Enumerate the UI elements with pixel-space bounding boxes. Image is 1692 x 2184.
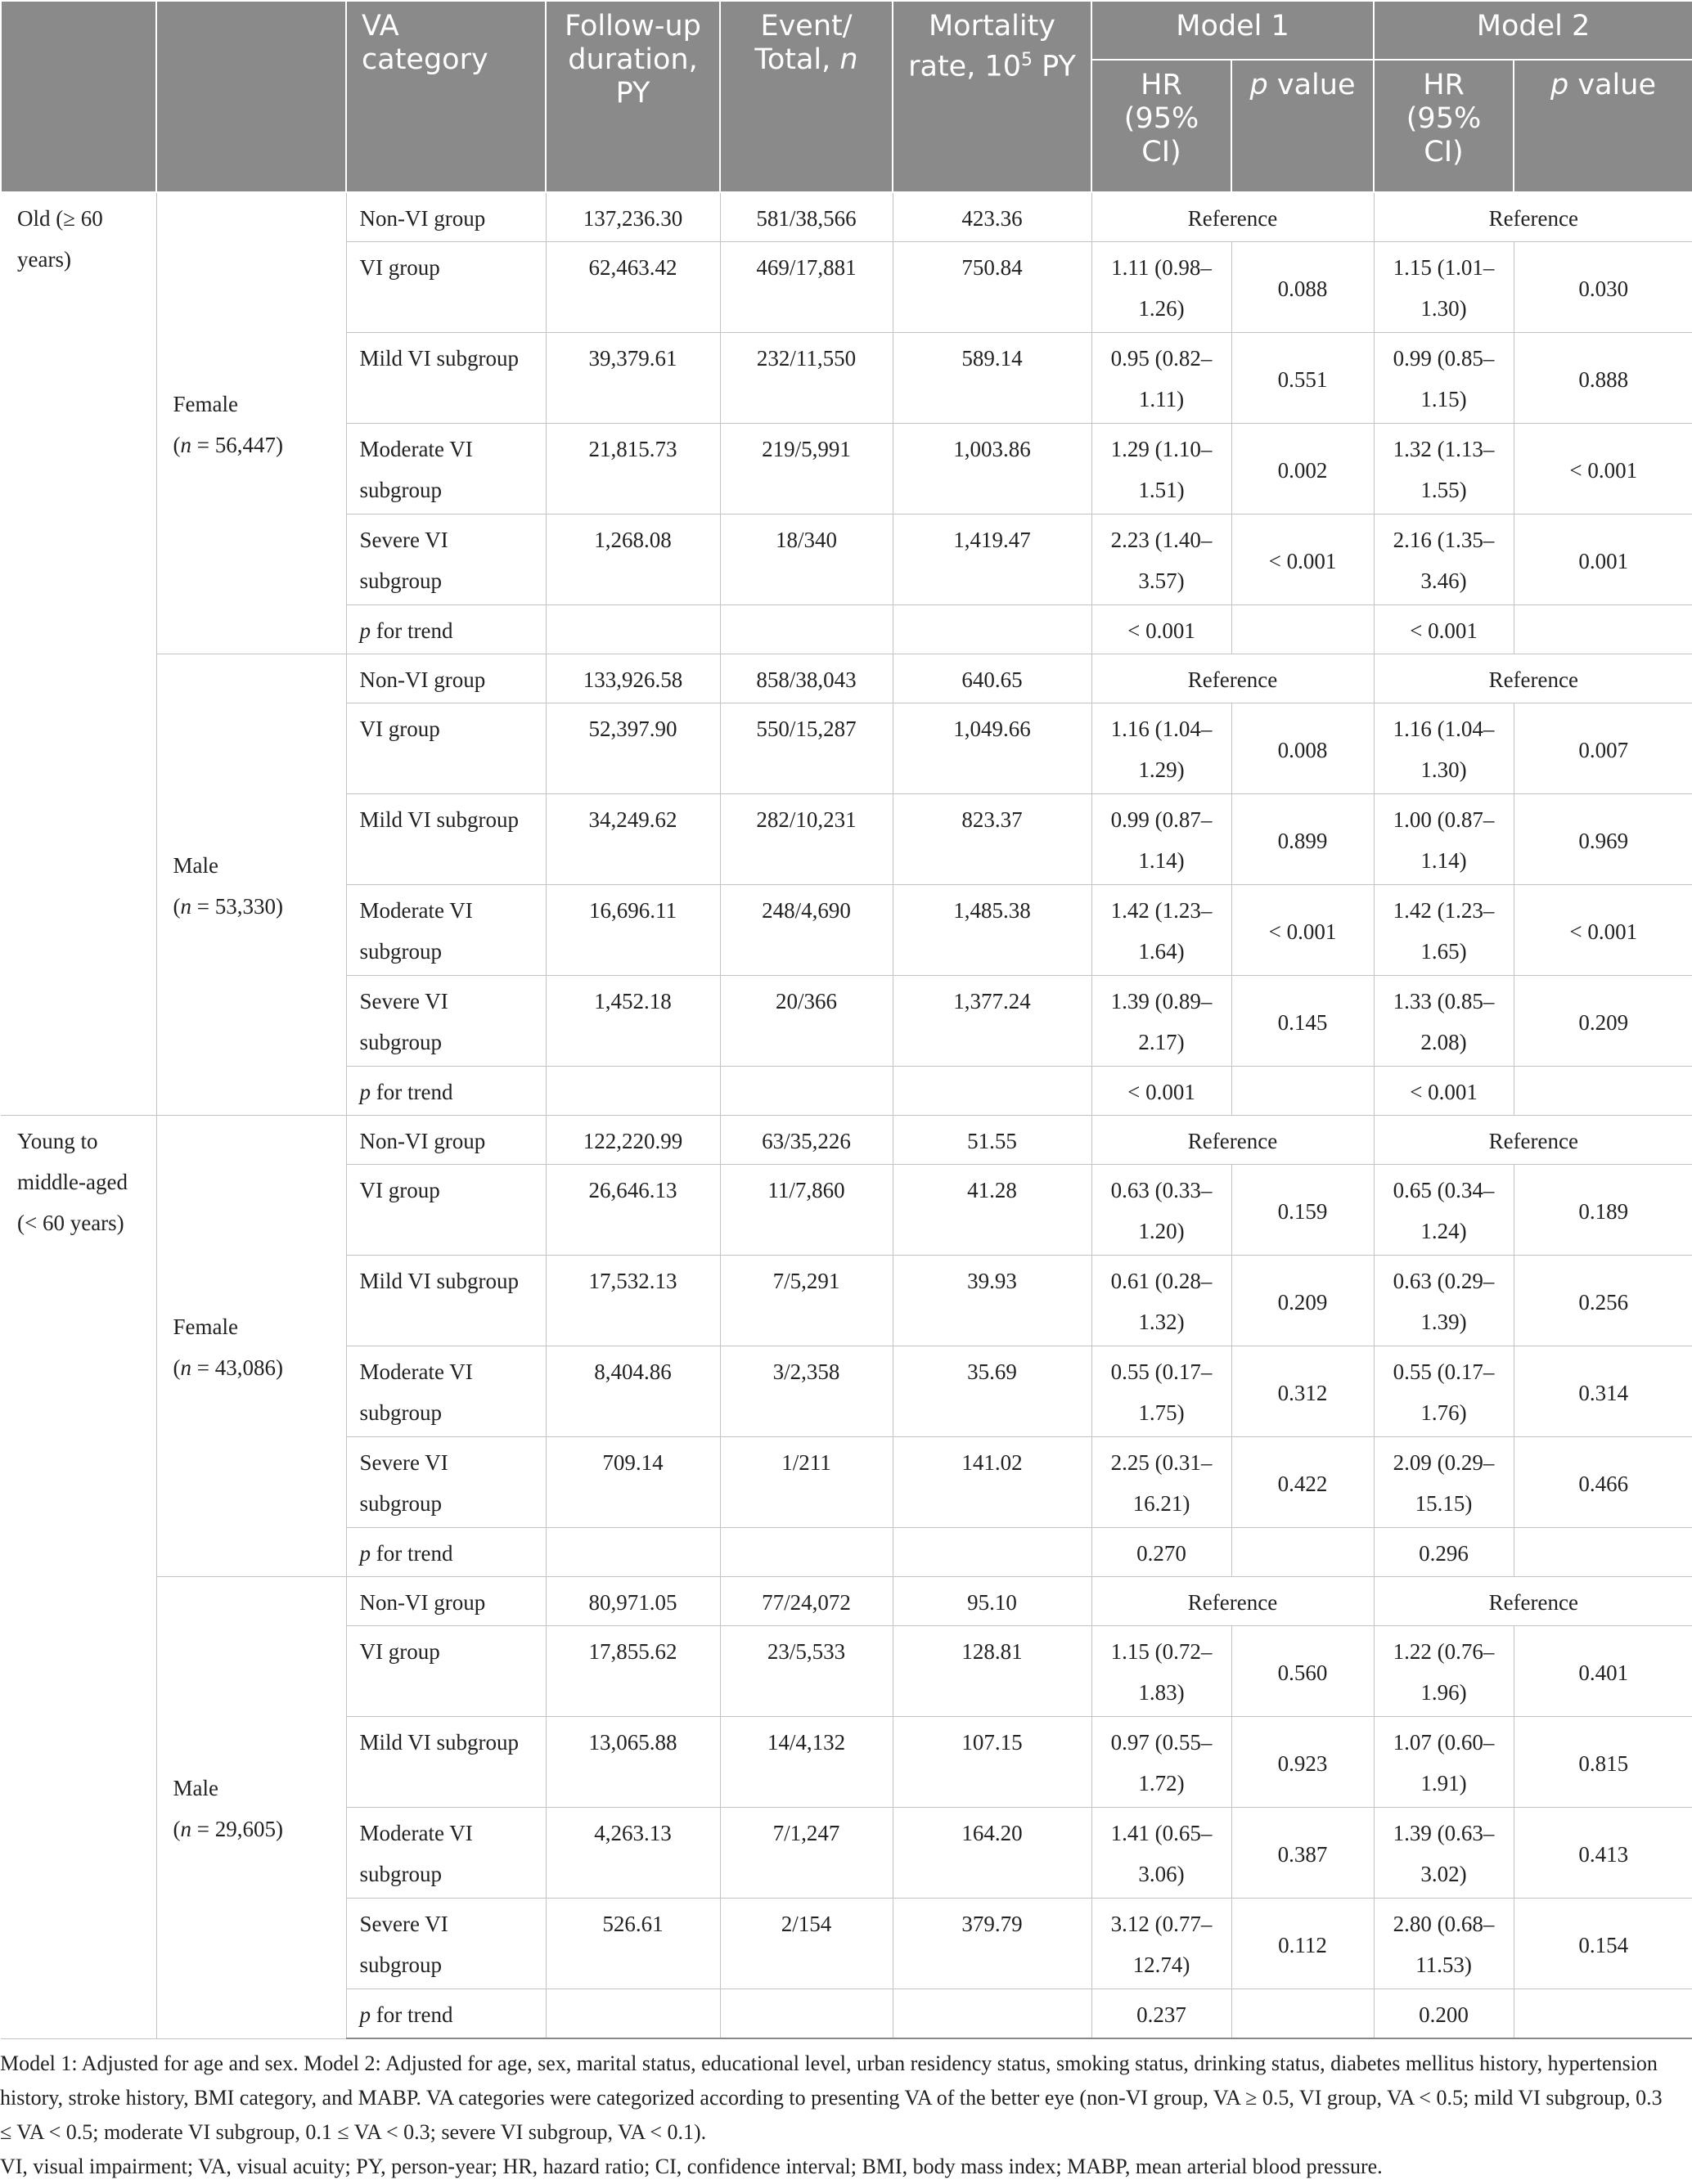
- hr-model-2-cell: 1.32 (1.13– 1.55): [1374, 424, 1514, 515]
- table-row: [1, 654, 1692, 703]
- table-row: [1, 192, 1692, 242]
- mortality-rate-cell: 51.55: [893, 1116, 1091, 1165]
- mortality-rate-cell: 750.84: [893, 242, 1091, 333]
- footnote-abbreviations: VI, visual impairment; VA, visual acuity; PY, person-year; HR, hazard ratio; CI, confidence interval; BMI, body mass index; MABP, mean arterial blood pressure.: [0, 2155, 1383, 2178]
- follow-up-cell: 17,532.13: [546, 1256, 720, 1346]
- event-total-cell: 7/5,291: [720, 1256, 893, 1346]
- sex-group-label: Female (n = 43,086): [156, 1116, 346, 1577]
- event-total-cell: 7/1,247: [720, 1808, 893, 1899]
- n-value: = 53,330: [191, 894, 276, 919]
- sex-label: Female: [173, 1314, 238, 1339]
- sex-label: Male: [173, 1776, 218, 1801]
- p-model-2-cell: 0.413: [1514, 1808, 1692, 1899]
- hr-model-1-cell: 0.237: [1091, 1989, 1231, 2039]
- reference-model-1-cell: Reference: [1091, 192, 1374, 242]
- hr-model-1-cell: 1.16 (1.04– 1.29): [1091, 703, 1231, 794]
- header-model-1: Model 1: [1091, 1, 1374, 60]
- follow-up-cell: 1,268.08: [546, 515, 720, 605]
- event-total-cell: 20/366: [720, 976, 893, 1067]
- header-hr-model-1: HR (95% CI): [1091, 60, 1231, 192]
- hr-model-1-cell: 0.97 (0.55– 1.72): [1091, 1717, 1231, 1808]
- mortality-rate-cell: 128.81: [893, 1626, 1091, 1717]
- va-category-cell: Moderate VI subgroup: [346, 424, 546, 515]
- p-model-1-cell: [1231, 1528, 1374, 1577]
- va-category-cell: Mild VI subgroup: [346, 1717, 546, 1808]
- mortality-rate-cell: 589.14: [893, 333, 1091, 424]
- p-model-2-cell: 0.815: [1514, 1717, 1692, 1808]
- age-group-label: Young to middle-aged (< 60 years): [1, 1116, 156, 2039]
- va-category-cell: Mild VI subgroup: [346, 1256, 546, 1346]
- follow-up-cell: 4,263.13: [546, 1808, 720, 1899]
- va-category-cell: Non-VI group: [346, 1577, 546, 1626]
- va-category-cell: Non-VI group: [346, 654, 546, 703]
- follow-up-cell: 137,236.30: [546, 192, 720, 242]
- p-model-1-cell: 0.209: [1231, 1256, 1374, 1346]
- follow-up-cell: 52,397.90: [546, 703, 720, 794]
- event-total-cell: 23/5,533: [720, 1626, 893, 1717]
- hr-model-1-cell: 0.55 (0.17– 1.75): [1091, 1346, 1231, 1437]
- follow-up-cell: 1,452.18: [546, 976, 720, 1067]
- p-model-2-cell: 0.256: [1514, 1256, 1692, 1346]
- mortality-rate-cell: [893, 1067, 1091, 1116]
- reference-model-1-cell: Reference: [1091, 654, 1374, 703]
- va-category-cell: Mild VI subgroup: [346, 333, 546, 424]
- p-model-2-cell: [1514, 1067, 1692, 1116]
- mortality-rate-cell: 141.02: [893, 1437, 1091, 1528]
- p-symbol: p: [359, 618, 371, 643]
- mortality-rate-cell: [893, 1989, 1091, 2039]
- hr-model-2-cell: 1.00 (0.87– 1.14): [1374, 794, 1514, 885]
- hr-model-1-cell: 1.39 (0.89– 2.17): [1091, 976, 1231, 1067]
- p-for-trend-label: [346, 1528, 546, 1577]
- n-value: = 29,605: [191, 1817, 276, 1842]
- reference-model-2-cell: Reference: [1374, 192, 1692, 242]
- trend-text: for trend: [371, 618, 453, 643]
- p-model-1-cell: 0.923: [1231, 1717, 1374, 1808]
- header-mortality-rate: Mortality rate, $10^5$ PY: [893, 1, 1091, 192]
- follow-up-cell: 39,379.61: [546, 333, 720, 424]
- p-model-1-cell: 0.088: [1231, 242, 1374, 333]
- age-group-label: Old (≥ 60 years): [1, 192, 156, 1116]
- mortality-rate-cell: 1,003.86: [893, 424, 1091, 515]
- mortality-rate-cell: 39.93: [893, 1256, 1091, 1346]
- hr-model-2-cell: 1.42 (1.23– 1.65): [1374, 885, 1514, 976]
- va-category-cell: VI group: [346, 703, 546, 794]
- sex-group-label: Male (n = 53,330): [156, 654, 346, 1116]
- header-va-category: VA category: [346, 1, 546, 192]
- hr-model-2-cell: 0.296: [1374, 1528, 1514, 1577]
- mortality-rate-cell: 1,485.38: [893, 885, 1091, 976]
- va-category-cell: VI group: [346, 242, 546, 333]
- p-model-2-cell: 0.007: [1514, 703, 1692, 794]
- hr-model-2-cell: 2.16 (1.35– 3.46): [1374, 515, 1514, 605]
- event-total-cell: [720, 1528, 893, 1577]
- sex-group-label: Male (n = 29,605): [156, 1577, 346, 2039]
- n-symbol: n: [180, 1817, 191, 1842]
- table-row: [1, 1577, 1692, 1626]
- hr-model-1-cell: < 0.001: [1091, 605, 1231, 654]
- header-follow-up: Follow-up duration, PY: [546, 1, 720, 192]
- follow-up-cell: 34,249.62: [546, 794, 720, 885]
- p-model-1-cell: < 0.001: [1231, 515, 1374, 605]
- n-symbol: n: [180, 1355, 191, 1380]
- mortality-rate-cell: 107.15: [893, 1717, 1091, 1808]
- hr-model-2-cell: < 0.001: [1374, 605, 1514, 654]
- va-category-cell: Severe VI subgroup: [346, 976, 546, 1067]
- event-total-cell: 11/7,860: [720, 1165, 893, 1256]
- p-model-1-cell: [1231, 605, 1374, 654]
- hr-model-2-cell: 0.63 (0.29– 1.39): [1374, 1256, 1514, 1346]
- event-total-cell: 858/38,043: [720, 654, 893, 703]
- n-value: = 43,086: [191, 1355, 276, 1380]
- p-model-2-cell: < 0.001: [1514, 885, 1692, 976]
- hr-model-1-cell: 0.270: [1091, 1528, 1231, 1577]
- trend-text: for trend: [371, 1541, 453, 1566]
- hr-model-1-cell: < 0.001: [1091, 1067, 1231, 1116]
- hr-model-2-cell: 1.22 (0.76– 1.96): [1374, 1626, 1514, 1717]
- n-value: = 56,447: [191, 433, 276, 457]
- header-hr-model-2: HR (95% CI): [1374, 60, 1514, 192]
- hr-model-2-cell: < 0.001: [1374, 1067, 1514, 1116]
- mortality-rate-cell: 379.79: [893, 1899, 1091, 1989]
- va-category-cell: Moderate VI subgroup: [346, 1346, 546, 1437]
- header-blank: [1, 1, 156, 192]
- p-model-1-cell: 0.422: [1231, 1437, 1374, 1528]
- sex-group-label: Female (n = 56,447): [156, 192, 346, 654]
- p-model-2-cell: 0.030: [1514, 242, 1692, 333]
- p-model-1-cell: [1231, 1989, 1374, 2039]
- event-total-cell: 550/15,287: [720, 703, 893, 794]
- p-model-2-cell: [1514, 1528, 1692, 1577]
- p-model-1-cell: 0.112: [1231, 1899, 1374, 1989]
- hr-model-1-cell: 1.11 (0.98– 1.26): [1091, 242, 1231, 333]
- p-model-2-cell: < 0.001: [1514, 424, 1692, 515]
- p-model-1-cell: 0.002: [1231, 424, 1374, 515]
- hr-model-1-cell: 1.41 (0.65– 3.06): [1091, 1808, 1231, 1899]
- p-model-1-cell: 0.387: [1231, 1808, 1374, 1899]
- header-row-1: [1, 1, 1692, 60]
- p-for-trend-label: [346, 1989, 546, 2039]
- p-model-2-cell: 0.001: [1514, 515, 1692, 605]
- p-model-2-cell: 0.209: [1514, 976, 1692, 1067]
- va-category-cell: VI group: [346, 1165, 546, 1256]
- hr-model-2-cell: 0.55 (0.17– 1.76): [1374, 1346, 1514, 1437]
- va-category-cell: Moderate VI subgroup: [346, 1808, 546, 1899]
- p-symbol: p: [359, 2002, 371, 2027]
- p-model-1-cell: 0.560: [1231, 1626, 1374, 1717]
- va-category-cell: Mild VI subgroup: [346, 794, 546, 885]
- footnote-models: Model 1: Adjusted for age and sex. Model 2: Adjusted for age, sex, marital status, educational level, urban residency status, smoking status, drinking status, diabetes mellitus history, hypertension history, stroke history, BMI category, and MABP. VA categories were categorized according to presenting VA of the better eye (non-VI group, VA ≥ 0.5, VI group, VA < 0.5; mild VI subgroup, 0.3 ≤ VA < 0.5; moderate VI subgroup, 0.1 ≤ VA < 0.3; severe VI subgroup, VA < 0.1).: [0, 2051, 1663, 2144]
- p-model-2-cell: [1514, 1989, 1692, 2039]
- event-total-cell: 232/11,550: [720, 333, 893, 424]
- event-total-cell: 1/211: [720, 1437, 893, 1528]
- hr-model-2-cell: 1.07 (0.60– 1.91): [1374, 1717, 1514, 1808]
- follow-up-cell: 709.14: [546, 1437, 720, 1528]
- event-total-cell: [720, 605, 893, 654]
- p-model-1-cell: 0.899: [1231, 794, 1374, 885]
- p-model-1-cell: [1231, 1067, 1374, 1116]
- hr-model-1-cell: 2.25 (0.31– 16.21): [1091, 1437, 1231, 1528]
- hr-model-1-cell: 0.95 (0.82– 1.11): [1091, 333, 1231, 424]
- va-category-cell: Severe VI subgroup: [346, 1437, 546, 1528]
- p-model-1-cell: 0.008: [1231, 703, 1374, 794]
- hr-model-2-cell: 0.200: [1374, 1989, 1514, 2039]
- p-for-trend-label: [346, 605, 546, 654]
- p-model-1-cell: 0.145: [1231, 976, 1374, 1067]
- follow-up-cell: [546, 605, 720, 654]
- event-total-cell: 77/24,072: [720, 1577, 893, 1626]
- follow-up-cell: 13,065.88: [546, 1717, 720, 1808]
- p-for-trend-label: [346, 1067, 546, 1116]
- p-model-1-cell: 0.159: [1231, 1165, 1374, 1256]
- table-row: [1, 1116, 1692, 1165]
- reference-model-2-cell: Reference: [1374, 1577, 1692, 1626]
- reference-model-1-cell: Reference: [1091, 1577, 1374, 1626]
- hr-model-2-cell: 1.39 (0.63– 3.02): [1374, 1808, 1514, 1899]
- follow-up-cell: 21,815.73: [546, 424, 720, 515]
- event-total-cell: 2/154: [720, 1899, 893, 1989]
- va-category-cell: Severe VI subgroup: [346, 1899, 546, 1989]
- follow-up-cell: 17,855.62: [546, 1626, 720, 1717]
- va-category-cell: Severe VI subgroup: [346, 515, 546, 605]
- reference-model-2-cell: Reference: [1374, 1116, 1692, 1165]
- follow-up-cell: 526.61: [546, 1899, 720, 1989]
- p-model-2-cell: 0.189: [1514, 1165, 1692, 1256]
- follow-up-cell: 62,463.42: [546, 242, 720, 333]
- event-total-cell: 63/35,226: [720, 1116, 893, 1165]
- event-total-cell: 18/340: [720, 515, 893, 605]
- va-category-cell: Non-VI group: [346, 1116, 546, 1165]
- hr-model-2-cell: 2.09 (0.29– 15.15): [1374, 1437, 1514, 1528]
- hr-model-2-cell: 2.80 (0.68– 11.53): [1374, 1899, 1514, 1989]
- follow-up-cell: 16,696.11: [546, 885, 720, 976]
- hr-model-1-cell: 3.12 (0.77– 12.74): [1091, 1899, 1231, 1989]
- p-model-1-cell: 0.312: [1231, 1346, 1374, 1437]
- follow-up-cell: 133,926.58: [546, 654, 720, 703]
- hr-model-2-cell: 0.65 (0.34– 1.24): [1374, 1165, 1514, 1256]
- follow-up-cell: 80,971.05: [546, 1577, 720, 1626]
- trend-text: for trend: [371, 1080, 453, 1104]
- mortality-rate-cell: [893, 1528, 1091, 1577]
- hr-model-2-cell: 1.16 (1.04– 1.30): [1374, 703, 1514, 794]
- follow-up-cell: [546, 1528, 720, 1577]
- mortality-rate-cell: 41.28: [893, 1165, 1091, 1256]
- mortality-rate-cell: 95.10: [893, 1577, 1091, 1626]
- follow-up-cell: 26,646.13: [546, 1165, 720, 1256]
- hr-model-2-cell: 0.99 (0.85– 1.15): [1374, 333, 1514, 424]
- event-total-cell: [720, 1067, 893, 1116]
- event-total-cell: 469/17,881: [720, 242, 893, 333]
- p-model-2-cell: 0.969: [1514, 794, 1692, 885]
- mortality-rate-cell: 640.65: [893, 654, 1091, 703]
- event-total-cell: 14/4,132: [720, 1717, 893, 1808]
- header-event-total: Event/ Total, n: [720, 1, 893, 192]
- mortality-rate-cell: 823.37: [893, 794, 1091, 885]
- reference-model-2-cell: Reference: [1374, 654, 1692, 703]
- event-total-cell: 219/5,991: [720, 424, 893, 515]
- va-category-cell: Non-VI group: [346, 192, 546, 242]
- header-p-model-1: p value: [1231, 60, 1374, 192]
- table-footnote: [0, 2047, 1669, 2184]
- hr-model-2-cell: 1.15 (1.01– 1.30): [1374, 242, 1514, 333]
- hr-model-1-cell: 0.99 (0.87– 1.14): [1091, 794, 1231, 885]
- p-model-2-cell: 0.401: [1514, 1626, 1692, 1717]
- mortality-rate-cell: 1,049.66: [893, 703, 1091, 794]
- mortality-rate-cell: [893, 605, 1091, 654]
- header-blank: [156, 1, 346, 192]
- sex-label: Male: [173, 853, 218, 878]
- header-p-model-2: p value: [1514, 60, 1692, 192]
- va-category-cell: VI group: [346, 1626, 546, 1717]
- hr-model-1-cell: 2.23 (1.40– 3.57): [1091, 515, 1231, 605]
- mortality-rate-cell: 423.36: [893, 192, 1091, 242]
- event-total-cell: 282/10,231: [720, 794, 893, 885]
- event-total-cell: 581/38,566: [720, 192, 893, 242]
- hr-model-1-cell: 1.42 (1.23– 1.64): [1091, 885, 1231, 976]
- mortality-rate-cell: 1,419.47: [893, 515, 1091, 605]
- p-model-2-cell: 0.154: [1514, 1899, 1692, 1989]
- p-model-1-cell: 0.551: [1231, 333, 1374, 424]
- follow-up-cell: 8,404.86: [546, 1346, 720, 1437]
- reference-model-1-cell: Reference: [1091, 1116, 1374, 1165]
- mortality-rate-cell: 164.20: [893, 1808, 1091, 1899]
- p-symbol: p: [359, 1080, 371, 1104]
- hr-model-1-cell: 1.29 (1.10– 1.51): [1091, 424, 1231, 515]
- event-total-cell: [720, 1989, 893, 2039]
- p-symbol: p: [359, 1541, 371, 1566]
- p-model-2-cell: 0.314: [1514, 1346, 1692, 1437]
- hr-model-1-cell: 0.63 (0.33– 1.20): [1091, 1165, 1231, 1256]
- hr-model-1-cell: 1.15 (0.72– 1.83): [1091, 1626, 1231, 1717]
- event-total-cell: 3/2,358: [720, 1346, 893, 1437]
- p-model-2-cell: [1514, 605, 1692, 654]
- event-total-cell: 248/4,690: [720, 885, 893, 976]
- hr-model-2-cell: 1.33 (0.85– 2.08): [1374, 976, 1514, 1067]
- p-model-2-cell: 0.466: [1514, 1437, 1692, 1528]
- n-symbol: n: [180, 894, 191, 919]
- n-symbol: n: [180, 433, 191, 457]
- follow-up-cell: 122,220.99: [546, 1116, 720, 1165]
- follow-up-cell: [546, 1989, 720, 2039]
- header-model-2: Model 2: [1374, 1, 1692, 60]
- va-category-cell: Moderate VI subgroup: [346, 885, 546, 976]
- trend-text: for trend: [371, 2002, 453, 2027]
- p-model-2-cell: 0.888: [1514, 333, 1692, 424]
- mortality-rate-cell: 1,377.24: [893, 976, 1091, 1067]
- mortality-rate-cell: 35.69: [893, 1346, 1091, 1437]
- follow-up-cell: [546, 1067, 720, 1116]
- p-model-1-cell: < 0.001: [1231, 885, 1374, 976]
- sex-label: Female: [173, 392, 238, 416]
- hr-model-1-cell: 0.61 (0.28– 1.32): [1091, 1256, 1231, 1346]
